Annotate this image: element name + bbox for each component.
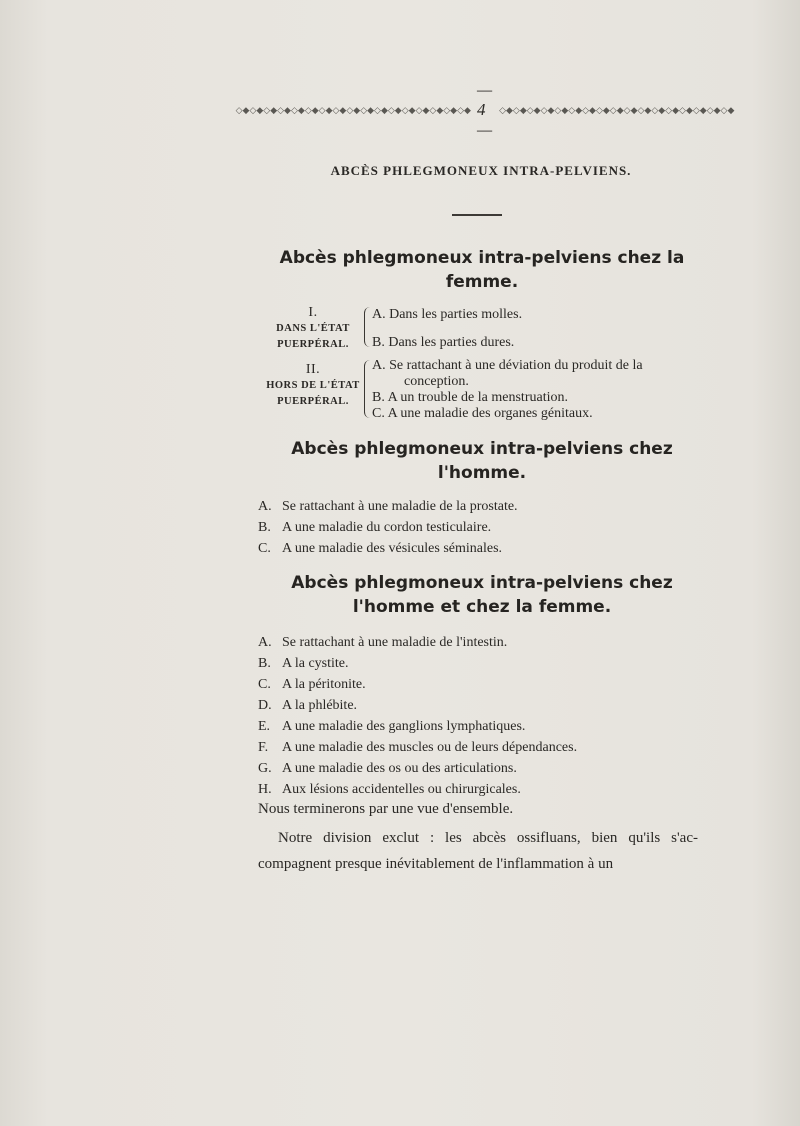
item-text: Se rattachant à une maladie de l'intestin.: [282, 635, 508, 650]
brace: [364, 360, 371, 418]
item-text: A une maladie des vésicules séminales.: [282, 541, 503, 556]
page-header: [235, 80, 735, 139]
item-key: E.: [258, 719, 271, 734]
group-label-line: HORS DE L'ÉTAT: [266, 380, 360, 391]
list-item: [258, 695, 698, 716]
item-text: A la péritonite.: [282, 677, 366, 692]
list-item: [258, 496, 698, 517]
list-item: [258, 716, 698, 737]
heading-both: Abcès phlegmoneux intra-pelviens chez l'homme et chez la femme.: [291, 573, 673, 617]
group-label: [258, 362, 368, 410]
item-text: A une maladie du cordon testiculaire.: [282, 520, 492, 535]
item-key: A.: [258, 499, 272, 514]
list-item: [258, 632, 698, 653]
item-key: C.: [258, 677, 271, 692]
list-item: A. Se rattachant à une déviation du produit de la: [372, 358, 643, 373]
item-key: B.: [258, 656, 271, 671]
brace: [364, 307, 371, 347]
item-text: Se rattachant à une maladie de la prostate.: [282, 499, 518, 514]
group-items: [372, 307, 702, 355]
list-item: [258, 653, 698, 674]
list-item: [258, 737, 698, 758]
ornamental-rule-left: ◇◆◇◆◇◆◇◆◇◆◇◆◇◆◇◆◇◆◇◆◇◆◇◆◇◆◇◆◇◆◇◆◇◆: [235, 105, 471, 115]
list-item: A. Dans les parties molles.: [372, 307, 523, 322]
item-key: G.: [258, 761, 272, 776]
item-key: H.: [258, 782, 272, 797]
item-key: B.: [258, 520, 271, 535]
heading-men: Abcès phlegmoneux intra-pelviens chez l'homme.: [291, 439, 673, 483]
item-text: A une maladie des muscles ou de leurs dépendances.: [282, 740, 578, 755]
paragraph-exclusion: Notre division exclut : les abcès ossifluans, bien qu'ils s'ac-compagnent presque inévitablement de l'inflammation à un: [258, 830, 698, 872]
list-item: B. Dans les parties dures.: [372, 335, 515, 350]
group-items: [372, 358, 702, 426]
item-text: A une maladie des os ou des articulations.: [282, 761, 517, 776]
page-number: — 4 —: [476, 80, 494, 139]
item-key: A.: [258, 635, 272, 650]
list-item: C. A une maladie des organes génitaux.: [372, 406, 593, 421]
list-item: [258, 517, 698, 538]
ornamental-rule-right: ◇◆◇◆◇◆◇◆◇◆◇◆◇◆◇◆◇◆◇◆◇◆◇◆◇◆◇◆◇◆◇◆◇◆: [499, 105, 735, 115]
group-label-line: PUERPÉRAL.: [277, 396, 349, 407]
item-key: C.: [258, 541, 271, 556]
heading-women: Abcès phlegmoneux intra-pelviens chez la femme.: [279, 248, 685, 292]
list-item: [258, 674, 698, 695]
list-item: B. A un trouble de la menstruation.: [372, 390, 568, 405]
group-label-line: PUERPÉRAL.: [277, 339, 349, 350]
list-item-continuation: conception.: [404, 374, 469, 389]
list-men: [258, 496, 698, 559]
running-title: ABCÈS PHLEGMONEUX INTRA-PELVIENS.: [330, 163, 632, 178]
list-both: [258, 632, 698, 800]
divider: [452, 214, 502, 216]
item-key: F.: [258, 740, 269, 755]
group-label: [258, 305, 368, 353]
group-label-line: DANS L'ÉTAT: [276, 323, 350, 334]
list-item: [258, 758, 698, 779]
roman-numeral: II.: [305, 362, 321, 377]
item-key: D.: [258, 698, 272, 713]
item-text: Aux lésions accidentelles ou chirurgicales.: [282, 782, 521, 797]
list-item: [258, 538, 698, 559]
paragraph-summary: Nous terminerons par une vue d'ensemble.: [258, 801, 514, 817]
item-text: A une maladie des ganglions lymphatiques.: [282, 719, 526, 734]
item-text: A la cystite.: [282, 656, 349, 671]
roman-numeral: I.: [308, 305, 318, 320]
item-text: A la phlébite.: [282, 698, 358, 713]
